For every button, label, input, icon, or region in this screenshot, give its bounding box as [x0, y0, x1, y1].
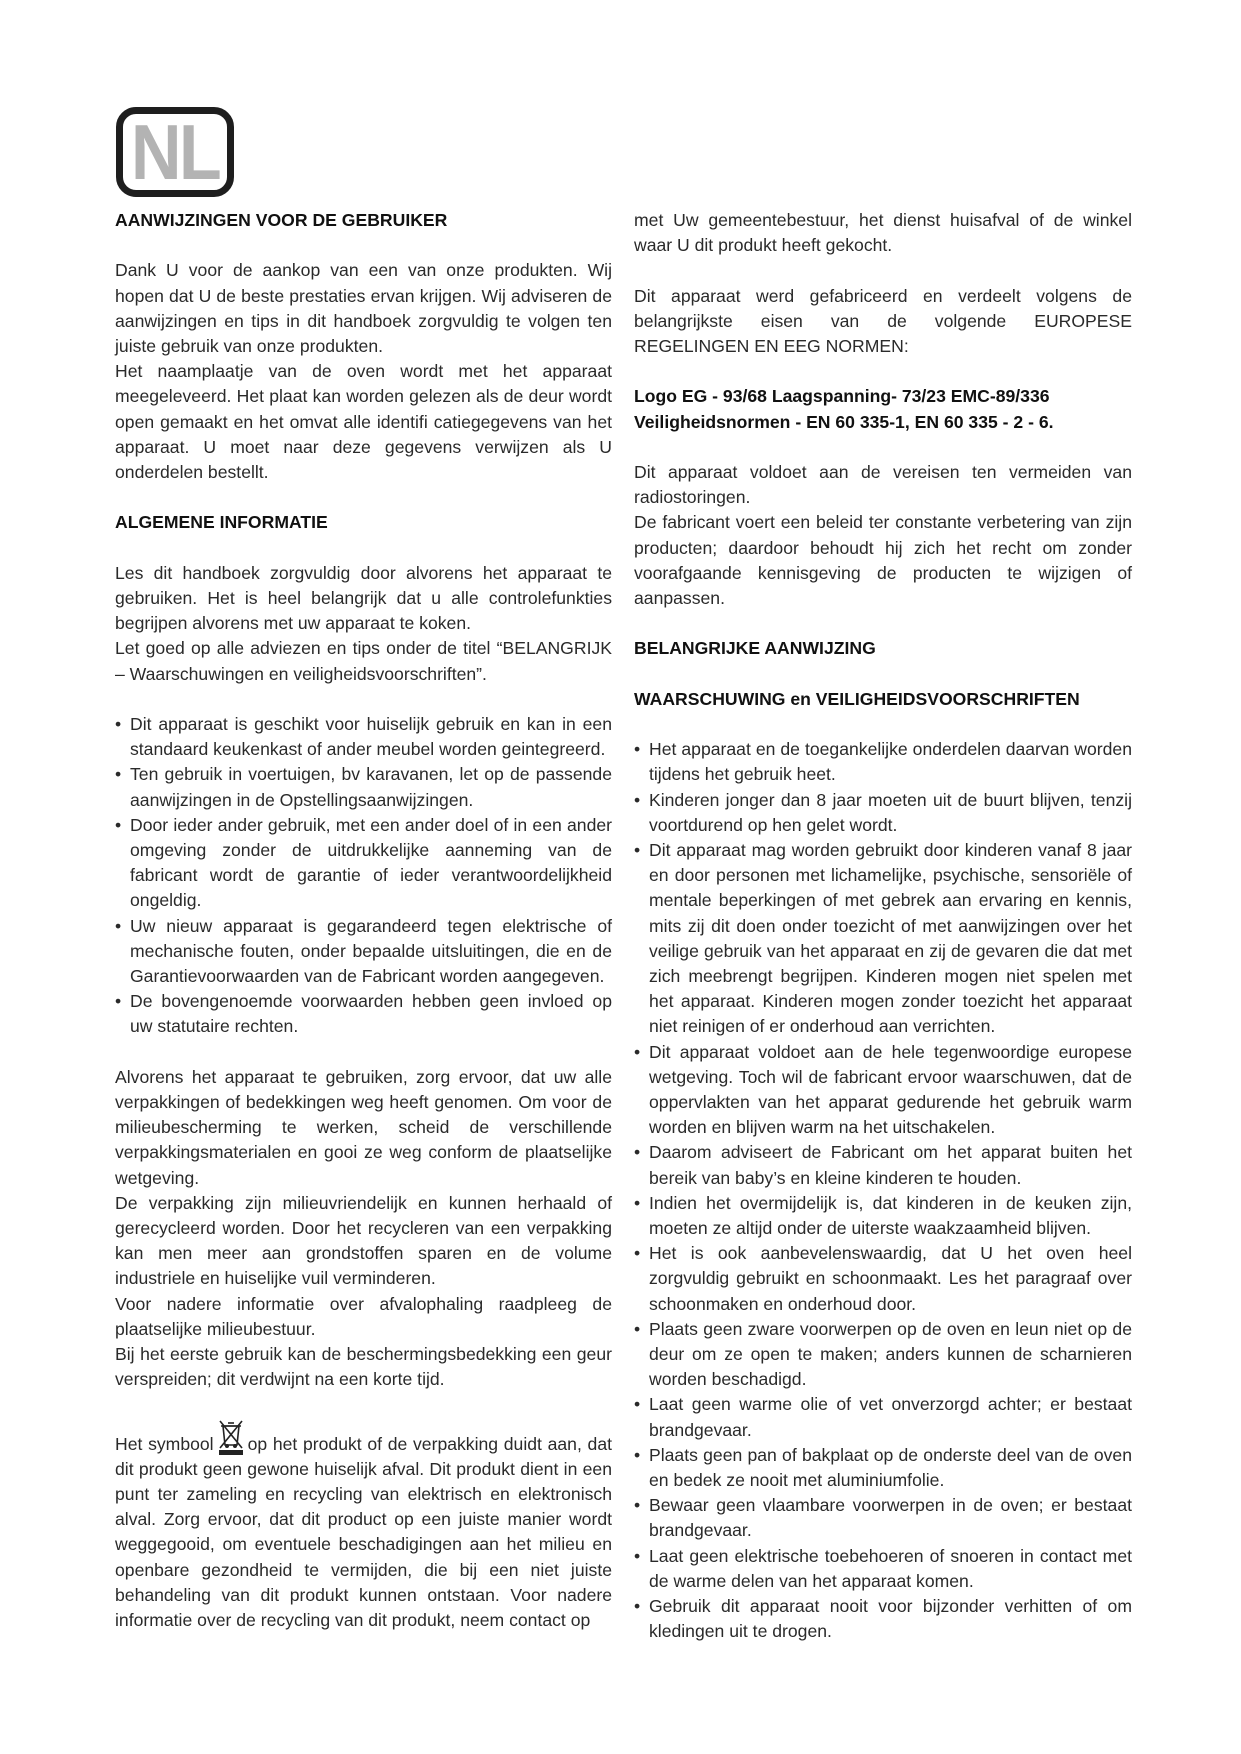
list-item: • Daarom adviseert de Fabricant om het apparat buiten het bereik van baby’s en kleine kinderen te houden. — [634, 1140, 1132, 1190]
safety-bullet-list — [634, 737, 1132, 1644]
paragraph: Het naamplaatje van de oven wordt met het apparaat meegeleveerd. Het plaat kan worden gelezen als de deur wordt open gemaakt en het omvat alle identifi catiegegevens van het apparaat. U moet naar deze gegevens verwijzen als U onderdelen bestellt. — [115, 361, 612, 483]
norms-line-2: Veiligheidsnormen - EN 60 335-1, EN 60 335 - 2 - 6. — [634, 411, 1054, 432]
list-item: • Bewaar geen vlaambare voorwerpen in de oven; er bestaat brandgevaar. — [634, 1493, 1132, 1543]
heading-user-instructions: AANWIJZINGEN VOOR DE GEBRUIKER — [115, 210, 448, 230]
heading-general-information: ALGEMENE INFORMATIE — [115, 512, 328, 533]
list-item: • Indien het overmijdelijk is, dat kinderen in de keuken zijn, moeten ze altijd onder de uiterste waakzaamheid blijven. — [634, 1191, 1132, 1241]
list-item: • Laat geen elektrische toebehoeren of snoeren in contact met de warme delen van het apparaat komen. — [634, 1544, 1132, 1594]
list-item: • Kinderen jonger dan 8 jaar moeten uit de buurt blijven, tenzij voortdurend op hen gelet wordt. — [634, 788, 1132, 838]
right-column — [634, 208, 1132, 1644]
list-item: • Ten gebruik in voertuigen, bv karavanen, let op de passende aanwijzingen in de Opstellingsaanwijzingen. — [115, 762, 612, 812]
paragraph: Dit apparaat werd gefabriceerd en verdeelt volgens de belangrijkste eisen van de volgende EUROPESE REGELINGEN EN EEG NORMEN: — [634, 285, 1132, 356]
list-item: • Het is ook aanbevelenswaardig, dat U het oven heel zorgvuldig gebruikt en schoonmaakt. Les het paragraaf over schoonmaken en onderhoud door. — [634, 1241, 1132, 1317]
paragraph: De verpakking zijn milieuvriendelijk en kunnen herhaald of gerecycleerd worden. Door het recycleren van een verpakking kan men meer aan grondstoffen sparen en de volume industriele en huiselijke vuil verminderen. — [115, 1192, 612, 1289]
list-item: • Dit apparaat mag worden gebruikt door kinderen vanaf 8 jaar en door personen met lichamelijke, psychische, sensoriële of mentale beperkingen of met gebrek aan ervaring en kennis, mits zij dit doen onder toezicht of met aanwijzingen over het veilige gebruik van het apparaat en zij de gevaren die dat met zich meebrengt begrijpen. Kinderen mogen niet spelen met het apparaat. Kinderen mogen zonder toezicht het apparaat niet reinigen of er onderhoud aan verrichten. — [634, 838, 1132, 1040]
heading-important-note: BELANGRIJKE AANWIJZING — [634, 638, 876, 659]
paragraph: Les dit handboek zorgvuldig door alvorens het apparaat te gebruiken. Het is heel belangrijk dat u alle controlefunkties begrijpen alvorens met uw apparaat te koken. — [115, 562, 612, 634]
left-column — [115, 208, 612, 1633]
list-item: • Laat geen warme olie of vet onverzorgd achter; er bestaat brandgevaar. — [634, 1392, 1132, 1442]
list-item: • De bovengenoemde voorwaarden hebben geen invloed op uw statutaire rechten. — [115, 989, 612, 1039]
weee-text-post: op het produkt of de verpakking duidt aan, dat dit produkt geen gewone huiselijk afval. Dit produkt dient in een punt ter zameling en recycling van elektrisch en elektronisch alval. Zorg ervoor, dat dit product op een juiste manier wordt weggegooid, om eventuele beschadigingen aan het milieu en openbare gezondheid te vermijden, die bij een niet juiste behandeling van dit produkt kunnen ontstaan. Voor nadere informatie over de recycling van dit produkt, neem contact op — [115, 1433, 613, 1631]
paragraph: Voor nadere informatie over afvalophaling raadpleeg de plaatselijke milieubestuur. — [115, 1293, 612, 1339]
paragraph: De fabricant voert een beleid ter constante verbetering van zijn producten; daardoor behoudt hij zich het recht om zonder voorafgaande kennisgeving de producten te wijzigen of aanpassen. — [634, 512, 1132, 608]
list-item: • Plaats geen pan of bakplaat op de onderste deel van de oven en bedek ze nooit met aluminiumfolie. — [634, 1443, 1132, 1493]
weee-paragraph — [115, 1418, 612, 1634]
list-item: • Het apparaat en de toegankelijke onderdelen daarvan worden tijdens het gebruik heet. — [634, 737, 1132, 787]
list-item: • Dit apparaat voldoet aan de hele tegenwoordige europese wetgeving. Toch wil de fabricant ervoor waarschuwen, dat de oppervlakten van het apparat gedurende het gebruik warm worden en blijven warm na het uitschakelen. — [634, 1040, 1132, 1141]
paragraph: Dank U voor de aankop van een van onze produkten. Wij hopen dat U de beste prestaties ervan krijgen. Wij adviseren de aanwijzingen en tips in dit handboek zorgvuldig te volgen ten juiste gebruik van onze produkten. — [115, 260, 612, 356]
paragraph: met Uw gemeentebestuur, het dienst huisafval of de winkel waar U dit produkt heeft gekocht. — [634, 210, 1132, 256]
list-item: • Gebruik dit apparaat nooit voor bijzonder verhitten of om kledingen uit te drogen. — [634, 1594, 1132, 1644]
paragraph: Bij het eerste gebruik kan de beschermingsbedekking een geur verspreiden; dit verdwijnt na een korte tijd. — [115, 1344, 612, 1390]
weee-bin-icon — [216, 1418, 246, 1456]
heading-safety-warnings: WAARSCHUWING en VEILIGHEIDSVOORSCHRIFTEN — [634, 688, 1080, 709]
list-item: • Uw nieuw apparaat is gegarandeerd tegen elektrische of mechanische fouten, onder bepaalde uitsluitingen, die en de Garantievoorwaarden van de Fabricant worden aangegeven. — [115, 914, 612, 990]
weee-text-pre: Het symbool — [115, 1433, 214, 1454]
list-item: • Plaats geen zware voorwerpen op de oven en leun niet op de deur om ze open te maken; anders kunnen de scharnieren worden beschadigd. — [634, 1317, 1132, 1393]
paragraph: Let goed op alle adviezen en tips onder de titel “BELANGRIJK – Waarschuwingen en veiligheidsvoorschriften”. — [115, 638, 612, 684]
paragraph: Dit apparaat voldoet aan de vereisen ten vermeiden van radiostoringen. — [634, 461, 1132, 508]
general-bullet-list — [115, 712, 612, 1040]
norms-line-1: Logo EG - 93/68 Laagspanning- 73/23 EMC-89/336 — [634, 386, 1050, 407]
list-item: • Door ieder ander gebruik, met een ander doel of in een ander omgeving zonder de uitdrukkelijke aanneming van de fabricant wordt de garantie of ieder verantwoordelijkheid ongeldig. — [115, 813, 612, 914]
language-badge — [116, 107, 234, 197]
list-item: • Dit apparaat is geschikt voor huiselijk gebruik en kan in een standaard keukenkast of ander meubel worden geintegreerd. — [115, 712, 612, 762]
language-code: NL — [130, 108, 220, 196]
paragraph: Alvorens het apparaat te gebruiken, zorg ervoor, dat uw alle verpakkingen of bedekkingen weg heeft genomen. Om voor de milieubescherming te werken, scheid de verschillende verpakkingsmaterialen en gooi ze weg conform de plaatselijke wetgeving. — [115, 1066, 612, 1188]
